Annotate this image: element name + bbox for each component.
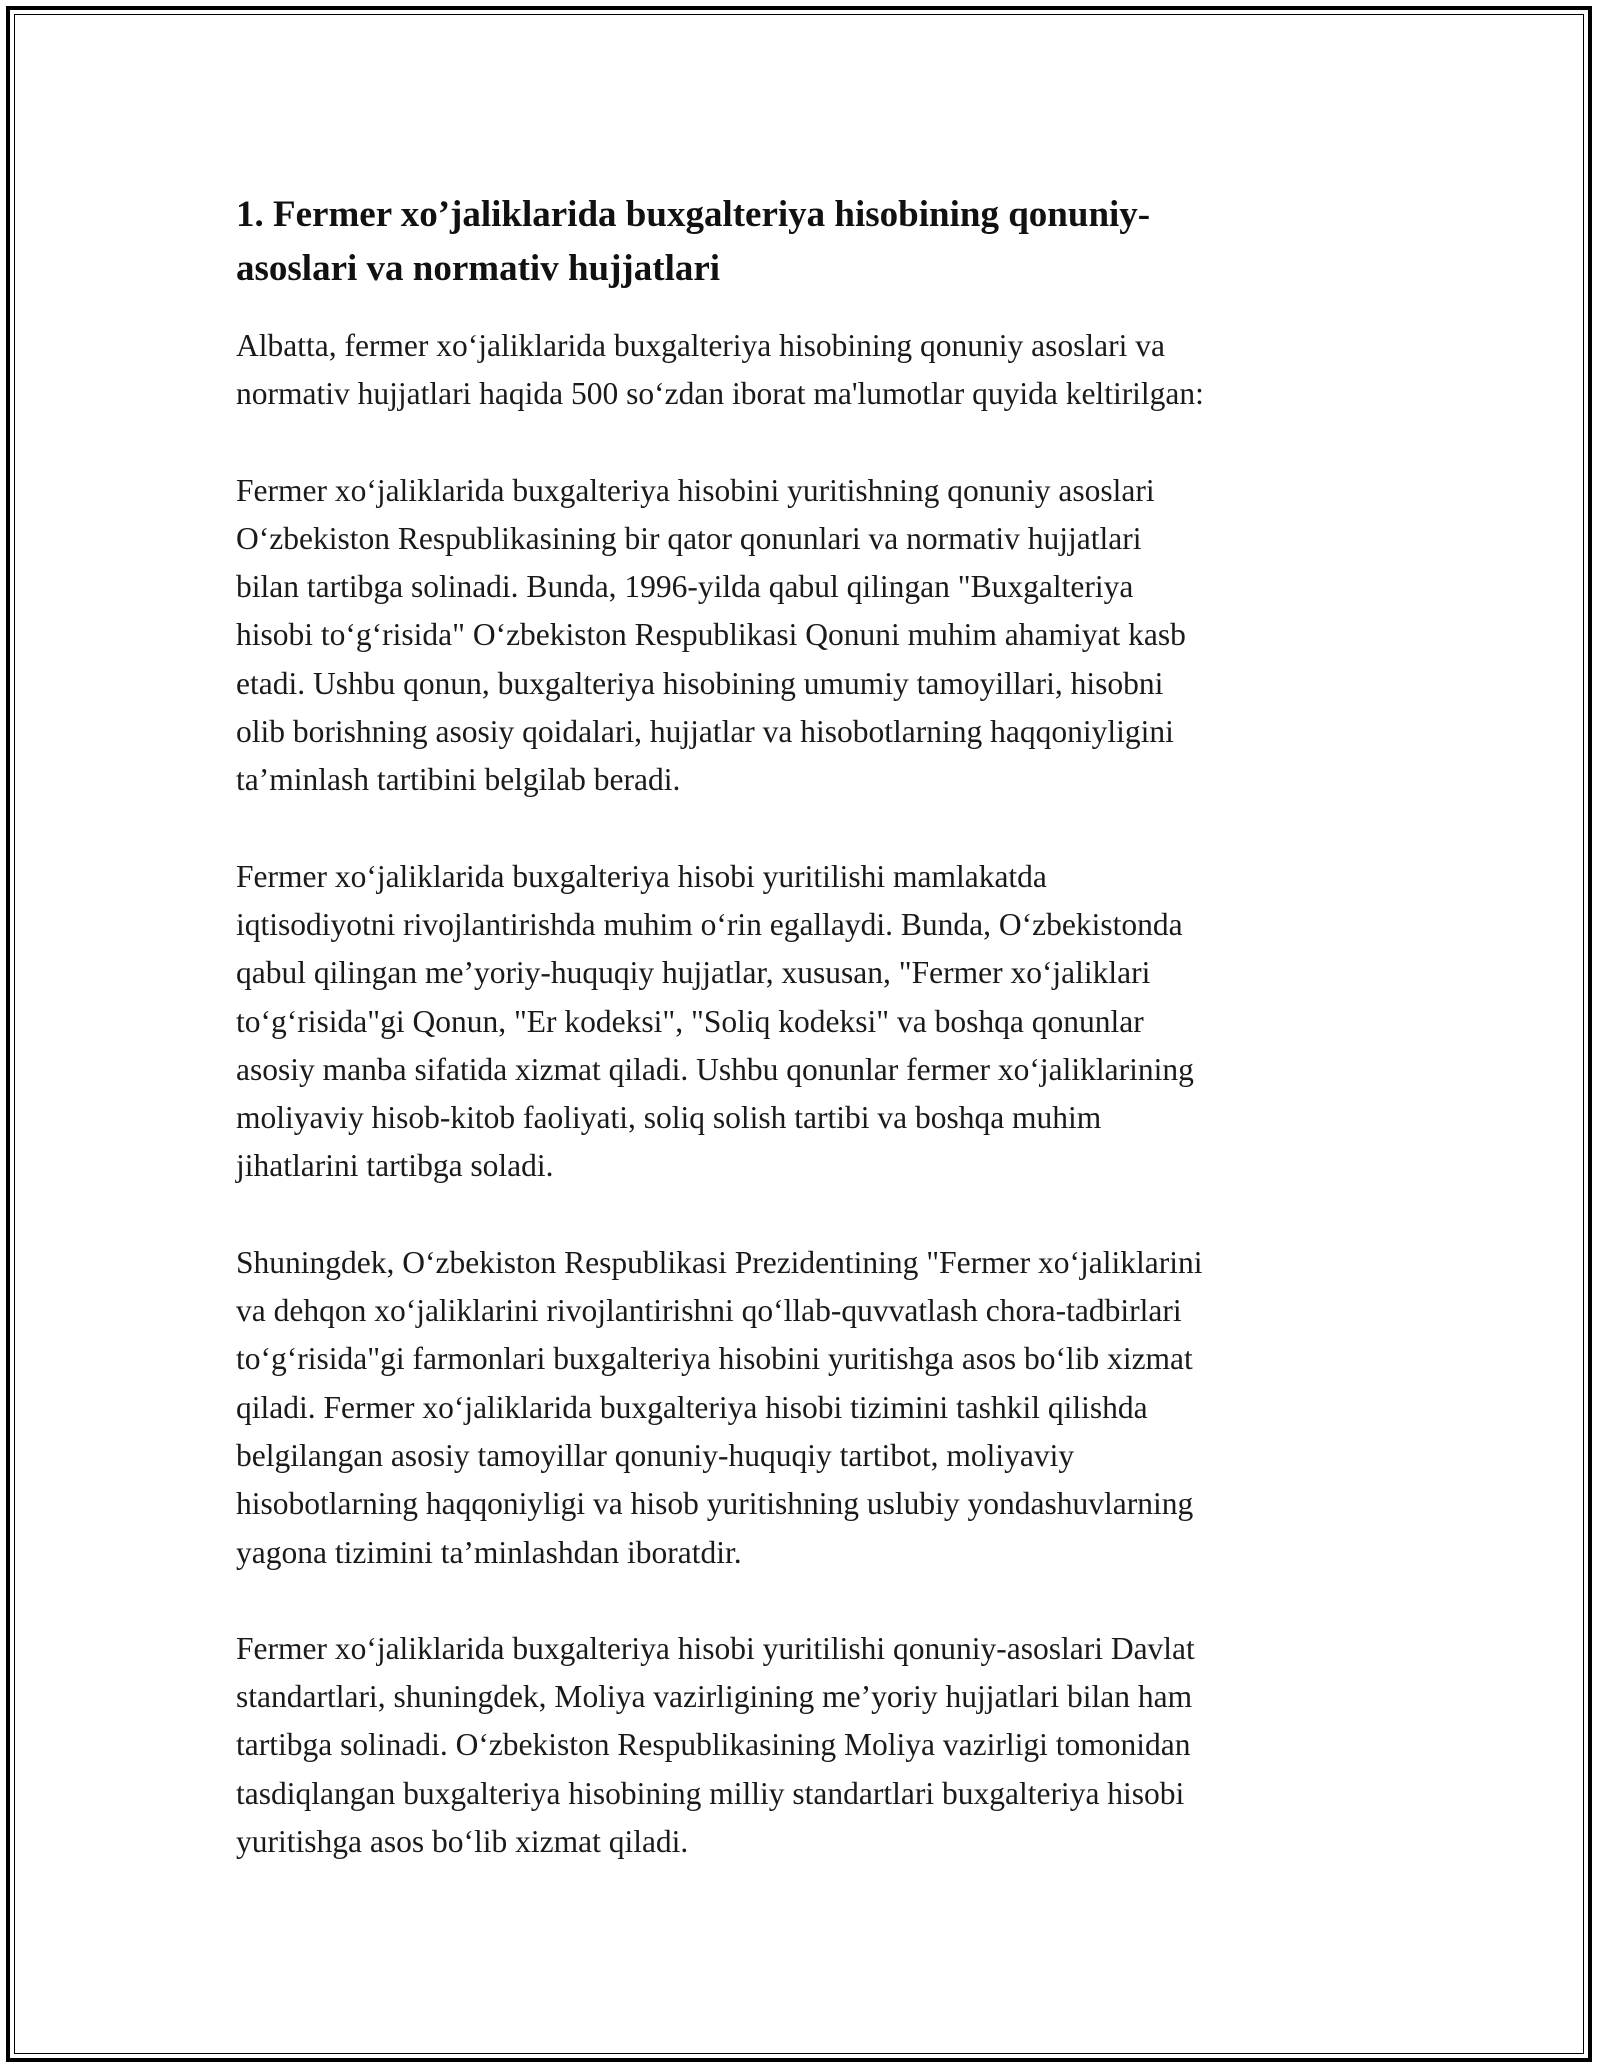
document-title-line: asoslari va normativ hujjatlari (236, 248, 721, 289)
paragraph-line: qabul qilingan me’yoriy-huquqiy hujjatlar, xususan, "Fermer xoʻjaliklari (236, 955, 1151, 991)
paragraph-line: Fermer xoʻjaliklarida buxgalteriya hisobini yuritishning qonuniy asoslari (236, 472, 1155, 508)
paragraph (236, 322, 1406, 419)
paragraph-line: va dehqon xoʻjaliklarini rivojlantirishni qoʻllab-quvvatlash chora-tadbirlari (236, 1293, 1182, 1329)
paragraph-line: olib borishning asosiy qoidalari, hujjatlar va hisobotlarning haqqoniyligini (236, 714, 1174, 750)
paragraph-line: tasdiqlangan buxgalteriya hisobining milliy standartlari buxgalteriya hisobi (236, 1775, 1185, 1811)
paragraph-line: bilan tartibga solinadi. Bunda, 1996-yilda qabul qilingan "Buxgalteriya (236, 569, 1134, 605)
paragraph-line: jihatlarini tartibga soladi. (236, 1148, 554, 1184)
paragraph-line: qiladi. Fermer xoʻjaliklarida buxgalteriya hisobi tizimini tashkil qilishda (236, 1389, 1148, 1425)
paragraph (236, 1625, 1406, 1866)
paragraph-line: moliyaviy hisob-kitob faoliyati, soliq solish tartibi va boshqa muhim (236, 1100, 1102, 1136)
paragraph-line: ta’minlash tartibini belgilab beradi. (236, 762, 681, 798)
paragraph-line: toʻgʻrisida"gi farmonlari buxgalteriya hisobini yuritishga asos boʻlib xizmat (236, 1341, 1193, 1377)
paragraph-line: etadi. Ushbu qonun, buxgalteriya hisobining umumiy tamoyillari, hisobni (236, 665, 1164, 701)
paragraph-line: Albatta, fermer xoʻjaliklarida buxgalteriya hisobining qonuniy asoslari va (236, 328, 1165, 363)
paragraph-line: standartlari, shuningdek, Moliya vazirligining me’yoriy hujjatlari bilan ham (236, 1679, 1193, 1715)
document-title (236, 188, 1406, 296)
paragraph-line: tartibga solinadi. Oʻzbekiston Respublikasining Moliya vazirligi tomonidan (236, 1727, 1191, 1763)
paragraph (236, 1239, 1406, 1577)
paragraph (236, 853, 1406, 1191)
paragraph-line: Fermer xoʻjaliklarida buxgalteriya hisobi yuritilishi qonuniy-asoslari Davlat (236, 1630, 1195, 1666)
paragraph-line: yagona tizimini ta’minlashdan iboratdir. (236, 1534, 742, 1570)
paragraph-line: hisobotlarning haqqoniyligi va hisob yuritishning uslubiy yondashuvlarning (236, 1486, 1194, 1522)
paragraph-line: toʻgʻrisida"gi Qonun, "Er kodeksi", "Soliq kodeksi" va boshqa qonunlar (236, 1003, 1144, 1039)
paragraph (236, 467, 1406, 805)
paragraph-line: yuritishga asos boʻlib xizmat qiladi. (236, 1824, 689, 1860)
document-body (236, 188, 1406, 1914)
paragraph-line: hisobi toʻgʻrisida" Oʻzbekiston Respublikasi Qonuni muhim ahamiyat kasb (236, 617, 1186, 653)
paragraph-line: normativ hujjatlari haqida 500 soʻzdan iborat ma'lumotlar quyida keltirilgan: (236, 376, 1204, 412)
paragraph-line: Oʻzbekiston Respublikasining bir qator qonunlari va normativ hujjatlari (236, 520, 1142, 556)
paragraph-line: Fermer xoʻjaliklarida buxgalteriya hisobi yuritilishi mamlakatda (236, 858, 1047, 894)
paragraph-line: asosiy manba sifatida xizmat qiladi. Ushbu qonunlar fermer xoʻjaliklarining (236, 1051, 1194, 1087)
document-title-line: 1. Fermer xo’jaliklarida buxgalteriya hisobining qonuniy- (236, 194, 1151, 235)
paragraph-line: iqtisodiyotni rivojlantirishda muhim oʻrin egallaydi. Bunda, Oʻzbekistonda (236, 906, 1183, 942)
paragraph-line: Shuningdek, Oʻzbekiston Respublikasi Prezidentining "Fermer xoʻjaliklarini (236, 1244, 1203, 1280)
paragraph-line: belgilangan asosiy tamoyillar qonuniy-huquqiy tartibot, moliyaviy (236, 1437, 1075, 1473)
